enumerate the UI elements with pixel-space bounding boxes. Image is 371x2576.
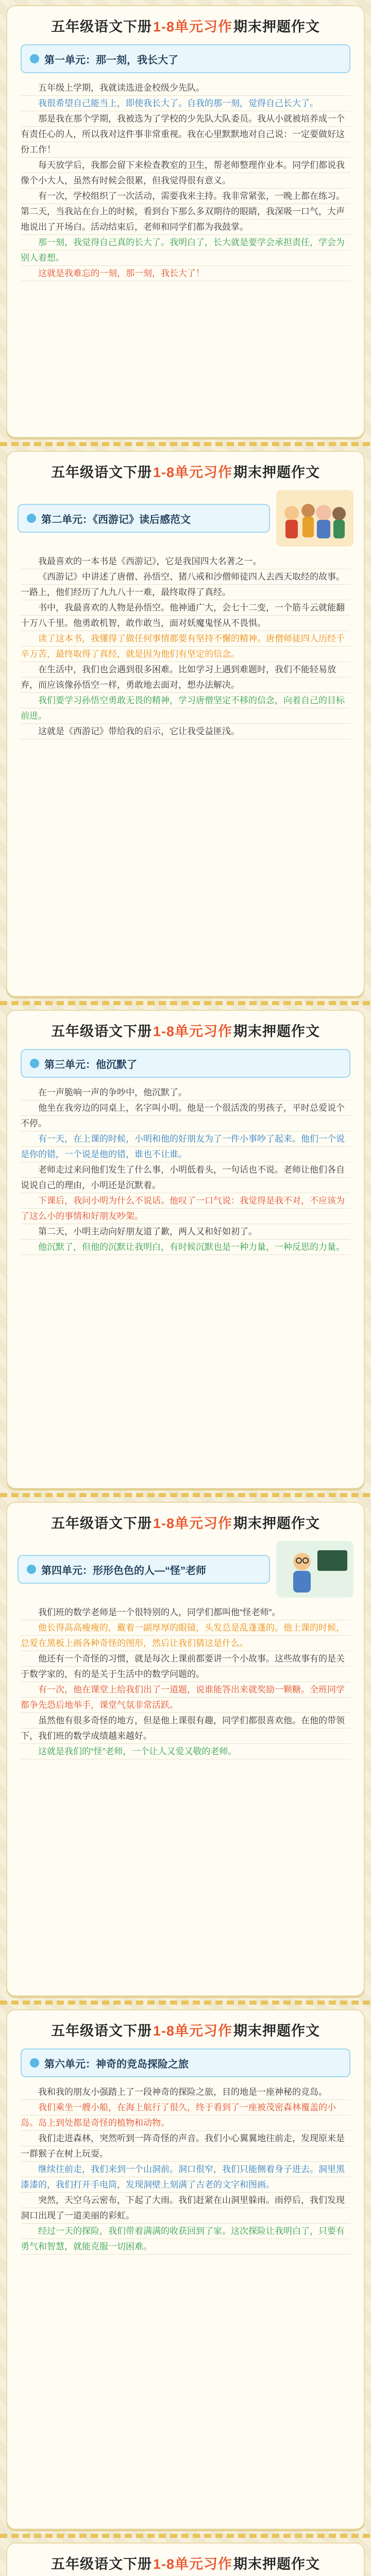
paragraph: 我们班的数学老师是一个很特别的人，同学们都叫他“怪老师”。 [38, 1607, 281, 1617]
paragraph: 我们走进森林，突然听到一阵奇怪的声音。我们小心翼翼地往前走，发现原来是一群猴子在树上玩耍。 [21, 2133, 345, 2159]
paragraph: 虽然他有很多奇怪的地方，但是他上课很有趣，同学们都很喜欢他。在他的带领下，我们班的数学成绩越来越好。 [21, 1716, 345, 1741]
banner-highlight: 1-8单元习作 [153, 1515, 233, 1531]
banner-suffix: 期末押题作文 [233, 2023, 321, 2039]
paragraph: 我很希望自己能当上，即使我长大了。自我的那一刻，觉得自己长大了。 [38, 98, 318, 108]
bullet-icon [27, 514, 36, 523]
journey-west-illustration-icon [276, 490, 353, 547]
essay-card-unit-7 [6, 2543, 365, 2576]
paragraph: 这就是我难忘的一刻，那一刻，我长大了！ [38, 268, 205, 278]
paragraph: 我和我的朋友小强踏上了一段神奇的探险之旅，目的地是一座神秘的竞岛。 [38, 2087, 327, 2097]
banner [7, 2544, 364, 2576]
paragraph: 第二天，小明主动向好朋友道了歉，两人又和好如初了。 [38, 1227, 257, 1236]
paragraph: 他沉默了，但他的沉默让我明白，有时候沉默也是一种力量，一种反思的力量。 [38, 1242, 345, 1252]
paragraph: 继续往前走，我们来到一个山洞前。洞口很窄，我们只能侧着身子进去。洞里黑漆漆的，我们打开手电筒，发现洞壁上刻满了古老的文字和图画。 [21, 2164, 345, 2190]
paragraph: 我最喜欢的一本书是《西游记》，它是我国四大名著之一。 [38, 556, 262, 566]
paragraph: 那是我在那个学期，我被选为了学校的少先队大队委员。我从小就被培养成一个有责任心的人，所以我对这件事非常重视。我在心里默默地对自己说：一定要做好这份工作！ [21, 114, 345, 155]
banner-suffix: 期末押题作文 [233, 2556, 321, 2572]
paragraph: 书中，我最喜欢的人物是孙悟空。他神通广大，会七十二变，一个筋斗云就能翻十万八千里。他勇敢机智，敢作敢当，面对妖魔鬼怪从不畏惧。 [21, 603, 345, 628]
paragraph: 我们要学习孙悟空勇敢无畏的精神，学习唐僧坚定不移的信念，向着自己的目标前进。 [21, 696, 345, 721]
banner [7, 1503, 364, 1541]
banner-highlight: 1-8单元习作 [153, 2556, 233, 2572]
banner-prefix: 五年级语文下册 [50, 464, 152, 480]
banner [7, 1011, 364, 1049]
banner-prefix: 五年级语文下册 [50, 1515, 152, 1531]
essay-body [21, 1085, 350, 1255]
paragraph: 老师走过来问他们发生了什么事，小明低着头，一句话也不说。老师让他们各自说说自己的理由，小明还是沉默着。 [21, 1165, 345, 1190]
banner-suffix: 期末押题作文 [233, 19, 321, 35]
unit-title [21, 44, 350, 73]
paragraph: 读了这本书，我懂得了做任何事情都要有坚持不懈的精神。唐僧师徒四人历经千辛万苦，最终取得了真经，就是因为他们有坚定的信念。 [21, 634, 345, 659]
paragraph: 每天放学后，我都会留下来检查教室的卫生，帮老师整理作业本。同学们都说我像个小大人，虽然有时候会很累，但我觉得很有意义。 [21, 160, 345, 185]
paragraph: 在生活中，我们也会遇到很多困难。比如学习上遇到难题时，我们不能轻易放弃，而应该像孙悟空一样，勇敢地去面对，想办法解决。 [21, 665, 336, 690]
essay-card-unit-4 [6, 1502, 365, 1996]
essay-body [21, 80, 350, 281]
paragraph: 《西游记》中讲述了唐僧、孙悟空、猪八戒和沙僧师徒四人去西天取经的故事。一路上，他们经历了九九八十一难，最终取得了真经。 [21, 572, 345, 597]
bullet-icon [27, 1565, 36, 1574]
bullet-icon [30, 1059, 39, 1068]
banner [7, 6, 364, 44]
section-divider [0, 1001, 371, 1005]
paragraph: 在一声脆响一声的争吵中，他沉默了。 [38, 1088, 187, 1097]
paragraph: 经过一天的探险，我们带着满满的收获回到了家。这次探险让我明白了，只要有勇气和智慧，就能克服一切困难。 [21, 2226, 345, 2251]
banner-highlight: 1-8单元习作 [153, 464, 233, 480]
banner-highlight: 1-8单元习作 [153, 19, 233, 35]
banner-highlight: 1-8单元习作 [153, 1023, 233, 1039]
essay-card-unit-2 [6, 451, 365, 997]
unit-title [18, 504, 270, 533]
unit-title [21, 2048, 350, 2077]
banner-prefix: 五年级语文下册 [50, 19, 152, 35]
section-divider [0, 1493, 371, 1497]
unit-title-text: 第三单元：他沉默了 [44, 1059, 137, 1071]
bullet-icon [30, 2058, 39, 2067]
bullet-icon [30, 54, 39, 63]
unit-title [18, 1555, 270, 1584]
essay-body [21, 554, 350, 739]
essay-body [21, 1605, 350, 1759]
essay-card-unit-6 [6, 2009, 365, 2530]
unit-title-text: 第四单元：形形色色的人—“怪”老师 [41, 1565, 206, 1577]
paragraph: 这就是我们的“怪”老师，一个让人又爱又敬的老师。 [38, 1747, 237, 1756]
banner-suffix: 期末押题作文 [233, 1515, 321, 1531]
paragraph: 有一次，他在课堂上给我们出了一道题，说谁能答出来就奖励一颗糖。全班同学都争先恐后地举手，课堂气氛非常活跃。 [21, 1685, 345, 1710]
essay-card-unit-3 [6, 1010, 365, 1489]
paragraph: 他还有一个奇怪的习惯，就是每次上课前都要讲一个小故事。这些故事有的是关于数学家的，有的是关于生活中的数学问题的。 [21, 1654, 345, 1679]
banner-prefix: 五年级语文下册 [50, 2556, 152, 2572]
unit-title [21, 1049, 350, 1078]
paragraph: 这就是《西游记》带给我的启示，它让我受益匪浅。 [38, 726, 240, 736]
paragraph: 我们乘坐一艘小船，在海上航行了很久，终于看到了一座被茂密森林覆盖的小岛。岛上到处都是奇怪的植物和动物。 [21, 2103, 336, 2128]
essay-card-unit-1 [6, 5, 365, 438]
banner [7, 2010, 364, 2048]
paragraph: 他坐在我旁边的同桌上，名字叫小明。他是一个很活泼的男孩子，平时总爱说个不停。 [21, 1103, 345, 1128]
banner-suffix: 期末押题作文 [233, 464, 321, 480]
paragraph: 突然，天空乌云密布，下起了大雨。我们赶紧在山洞里躲雨。雨停后，我们发现洞口出现了一道美丽的彩虹。 [21, 2195, 345, 2221]
essay-body [21, 2084, 350, 2255]
paragraph: 有一天，在上课的时候，小明和他的好朋友为了一件小事吵了起来。他们一个说是你的错，一个说是他的错，谁也不让谁。 [21, 1134, 345, 1159]
banner-suffix: 期末押题作文 [233, 1023, 321, 1039]
banner-highlight: 1-8单元习作 [153, 2023, 233, 2039]
unit-title-text: 第二单元：《西游记》读后感范文 [41, 514, 191, 526]
paragraph: 有一次，学校组织了一次活动，需要我来主持。我非常紧张，一晚上都在练习。第二天，当我站在台上的时候，看到台下那么多双期待的眼睛，我深吸一口气，大声地说出了开场白。活动结束后，老师和同学们都为我鼓掌。 [21, 191, 345, 232]
unit-title-text: 第六单元：神奇的竞岛探险之旅 [44, 2058, 189, 2070]
section-divider [0, 2001, 371, 2005]
section-divider [0, 442, 371, 446]
banner-prefix: 五年级语文下册 [50, 2023, 152, 2039]
banner-prefix: 五年级语文下册 [50, 1023, 152, 1039]
section-divider [0, 2534, 371, 2538]
paragraph: 他长得高高瘦瘦的，戴着一副厚厚的眼镜，头发总是乱蓬蓬的。他上课的时候，总爱在黑板上画各种奇怪的图形，然后让我们猜这是什么。 [21, 1623, 345, 1648]
paragraph: 下课后，我问小明为什么不说话。他叹了一口气说：我觉得是我不对，不应该为了这么小的事情和好朋友吵架。 [21, 1196, 345, 1221]
paragraph: 五年级上学期，我就读选进金校级少先队。 [38, 83, 205, 93]
teacher-illustration-icon [276, 1541, 353, 1598]
unit-title-text: 第一单元：那一刻，我长大了 [44, 54, 178, 66]
banner [7, 452, 364, 490]
paragraph: 那一刻，我觉得自己真的长大了。我明白了，长大就是要学会承担责任，学会为别人着想。 [21, 238, 345, 263]
